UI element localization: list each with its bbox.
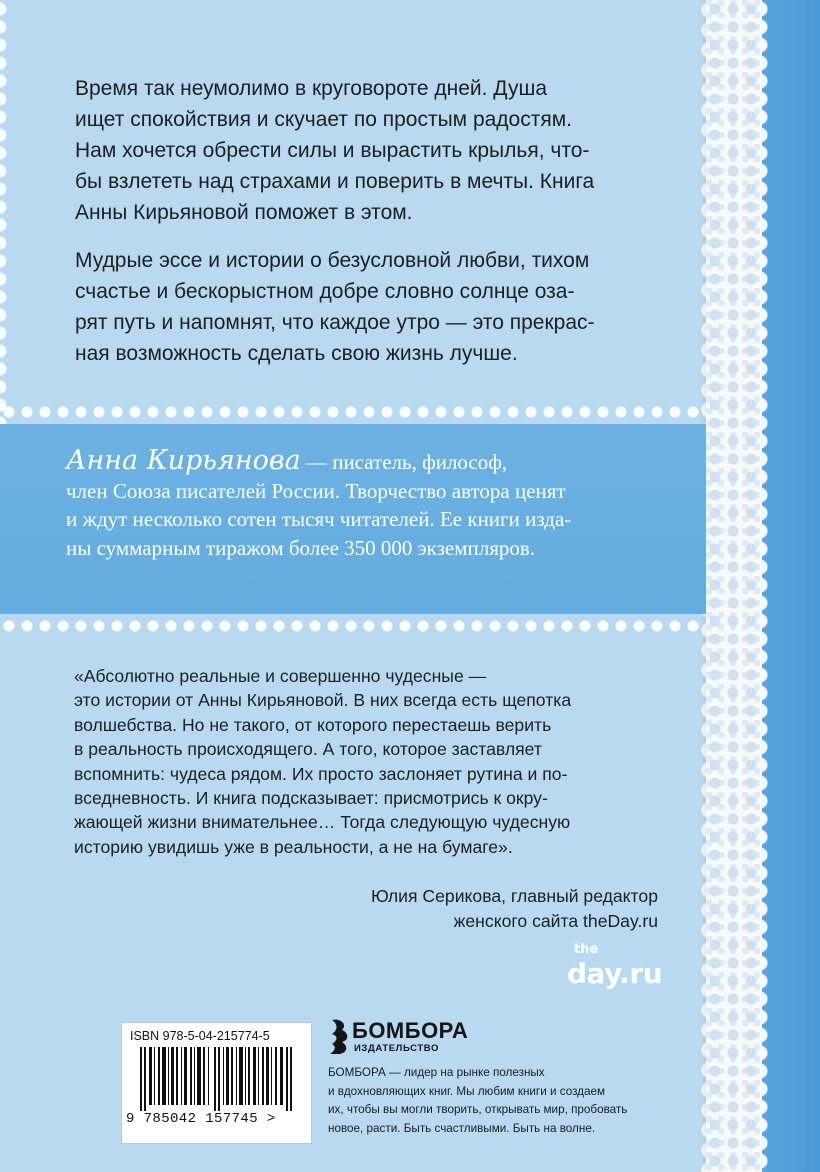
text-line: Анны Кирьяновой поможет в этом. (75, 201, 413, 224)
intro-paragraph-1 (75, 73, 675, 228)
bombora-wave-icon (328, 1016, 352, 1056)
text-line: Нам хочется обрести силы и вырастить крылья, что- (75, 139, 590, 162)
quote-line: это истории от Анны Кирьяновой. В них всегда есть щепотка (74, 690, 572, 711)
quote-line: вспомнить: чудеса рядом. Их просто заслоняет рутина и по- (74, 763, 568, 784)
theday-logo-small: the (574, 942, 599, 957)
publisher-line: новое, расти. Быть счастливыми. Быть на волне. (328, 1121, 596, 1135)
theday-logo-big: day.ru (567, 957, 663, 990)
author-name: Анна Кирьянова (66, 445, 301, 476)
quote-signature (371, 884, 658, 934)
text-line: Время так неумолимо в круговороте дней. Душа (75, 77, 548, 100)
review-quote (74, 664, 674, 859)
text-line: бы взлететь над страхами и поверить в мечты. Книга (75, 170, 595, 193)
text-line: ищет спокойствия и скучает по простым радостям. (75, 108, 572, 131)
author-bio-line3: и ждут несколько сотен тысяч читателей. Ее книги изда- (66, 507, 572, 531)
text-line: ная возможность сделать свою жизнь лучше. (75, 342, 518, 365)
author-bio-line (66, 447, 676, 477)
author-bio-line4: ны суммарным тиражом более 350 000 экземпляров. (66, 535, 536, 560)
isbn-text: ISBN 978-5-04-215774-5 (130, 1029, 270, 1043)
lace-edge-right (760, 0, 774, 1172)
quote-line: жающей жизни внимательнее… Тогда следующую чудесную (74, 812, 571, 833)
publisher-line: их, чтобы вы могли творить, открывать мир, пробовать (328, 1103, 628, 1116)
publisher-line: БОМБОРА — лидер на рынке полезных (328, 1066, 545, 1079)
lace-ribbon-vertical (706, 0, 762, 1172)
quote-line: «Абсолютно реальные и совершенно чудесные — (74, 666, 487, 686)
lace-band-bottom (0, 618, 706, 634)
quote-line: в реальность происходящего. А того, которое заставляет (74, 739, 542, 760)
barcode-panel (121, 1022, 312, 1144)
quote-line: волшебства. Но не такого, от которого перестаешь верить (74, 714, 552, 735)
text-line: Мудрые эссе и истории о безусловной любви, тихом (75, 249, 590, 272)
text-line: рят путь и напомнят, что каждое утро — это прекрас- (75, 311, 595, 334)
author-bio-line1: — писатель, философ, (300, 450, 508, 474)
intro-paragraph-2 (75, 245, 675, 369)
publisher-line: и вдохновляющих книг. Мы любим книги и создаем (328, 1084, 606, 1098)
signature-line1: Юлия Серикова, главный редактор (370, 886, 658, 906)
author-bio-line2: член Союза писателей России. Творчество автора ценят (66, 478, 566, 503)
publisher-name: БОМБОРА (352, 1018, 469, 1043)
quote-line: историю увидишь уже в реальности, а не на бумаге». (74, 836, 513, 857)
theday-logo (567, 942, 663, 990)
publisher-subtitle: ИЗДАТЕЛЬСТВО (354, 1043, 439, 1054)
barcode-bars (140, 1047, 296, 1111)
text-line: счастье и бескорыстном добре словно солнце оза- (75, 280, 575, 303)
barcode-digits: 9 785042 157745 > (126, 1111, 276, 1127)
publisher-description (328, 1064, 658, 1138)
signature-line2: женского сайта theDay.ru (453, 911, 658, 931)
lace-band-top (0, 404, 706, 420)
author-bio (66, 447, 676, 562)
quote-line: вседневность. И книга подсказывает: присмотрись к окру- (74, 788, 548, 809)
